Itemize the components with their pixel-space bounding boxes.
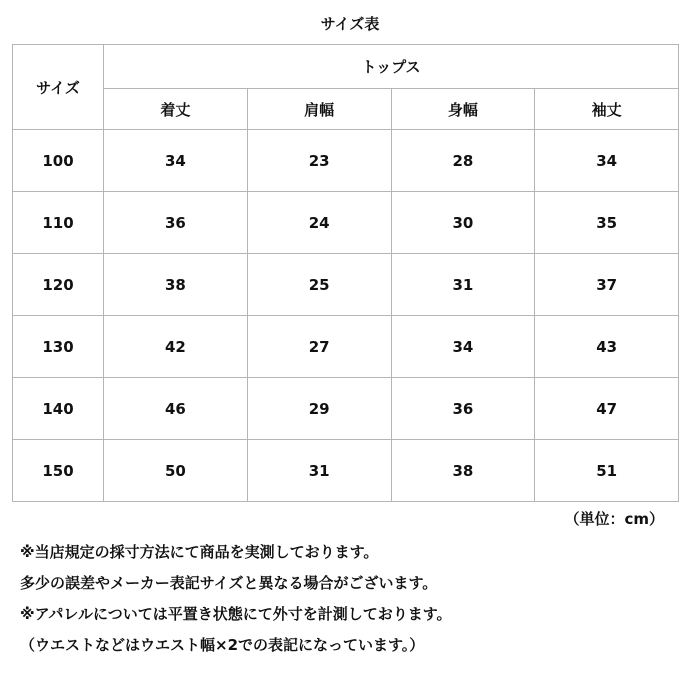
table-cell: 38 (391, 440, 535, 502)
size-cell: 150 (13, 440, 104, 502)
table-cell: 25 (247, 254, 391, 316)
table-cell: 27 (247, 316, 391, 378)
table-cell: 35 (535, 192, 679, 254)
note-flat-measurement: ※アパレルについては平置き状態にて外寸を計測しております。 (20, 605, 452, 623)
table-cell: 28 (391, 130, 535, 192)
size-cell: 120 (13, 254, 104, 316)
table-cell: 50 (104, 440, 248, 502)
header-row-columns (13, 89, 679, 130)
column-header-sleeve: 袖丈 (535, 89, 679, 130)
table-cell: 43 (535, 316, 679, 378)
unit-label: （単位：cm） (564, 510, 664, 528)
table-cell: 38 (104, 254, 248, 316)
note-measurement-method: ※当店規定の採寸方法にて商品を実測しております。 (20, 543, 379, 561)
table-row (13, 254, 679, 316)
table-cell: 51 (535, 440, 679, 502)
size-cell: 110 (13, 192, 104, 254)
column-header-length: 着丈 (104, 89, 248, 130)
page-title: サイズ表 (320, 15, 380, 33)
table-cell: 36 (104, 192, 248, 254)
size-cell: 130 (13, 316, 104, 378)
size-cell: 140 (13, 378, 104, 440)
table-row (13, 316, 679, 378)
table-row (13, 378, 679, 440)
table-cell: 29 (247, 378, 391, 440)
table-cell: 23 (247, 130, 391, 192)
table-cell: 34 (535, 130, 679, 192)
table-cell: 31 (391, 254, 535, 316)
notes-block (20, 537, 452, 661)
size-table (12, 44, 679, 502)
table-cell: 36 (391, 378, 535, 440)
table-row (13, 440, 679, 502)
column-header-chest: 身幅 (391, 89, 535, 130)
header-row-group (13, 45, 679, 89)
note-waist-notation: （ウエストなどはウエスト幅×2での表記になっています。） (20, 636, 425, 654)
column-header-shoulder: 肩幅 (247, 89, 391, 130)
table-row (13, 192, 679, 254)
table-cell: 34 (104, 130, 248, 192)
size-column-header: サイズ (13, 45, 104, 130)
table-row (13, 130, 679, 192)
table-cell: 31 (247, 440, 391, 502)
tops-group-header: トップス (104, 45, 679, 89)
table-cell: 42 (104, 316, 248, 378)
table-cell: 47 (535, 378, 679, 440)
table-cell: 24 (247, 192, 391, 254)
table-cell: 34 (391, 316, 535, 378)
table-cell: 37 (535, 254, 679, 316)
size-cell: 100 (13, 130, 104, 192)
table-cell: 30 (391, 192, 535, 254)
note-size-difference: 多少の誤差やメーカー表記サイズと異なる場合がございます。 (20, 574, 438, 592)
table-cell: 46 (104, 378, 248, 440)
